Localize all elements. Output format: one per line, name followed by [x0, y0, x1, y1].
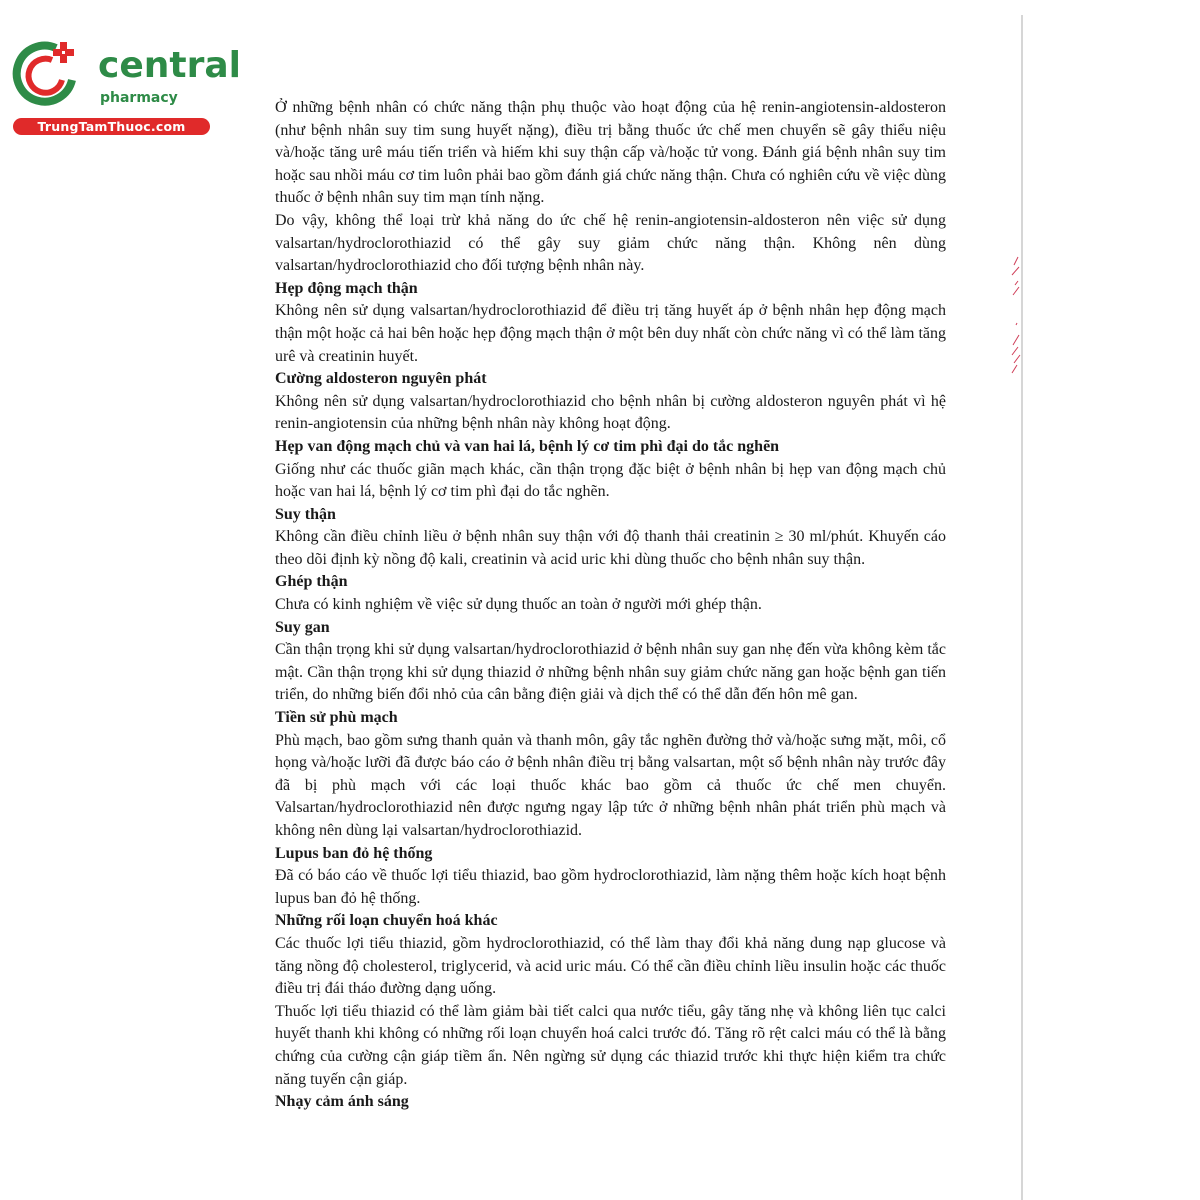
section-heading: Nhạy cảm ánh sáng [275, 1093, 409, 1111]
section-paragraph: Không nên sử dụng valsartan/hydroclorothiazid để điều trị tăng huyết áp ở bệnh nhân hẹp động mạch thận một hoặc cả hai bên hoặc hẹp động mạch thận ở một bên duy nhất còn chức năng vì có thể làm tăng urê và creatinin huyết. [275, 302, 946, 365]
section-paragraph: Không nên sử dụng valsartan/hydroclorothiazid cho bệnh nhân bị cường aldosteron nguyên phát vì hệ renin-angiotensin của những bệnh nhân này không hoạt động. [275, 392, 946, 433]
section-heading: Lupus ban đỏ hệ thống [275, 844, 433, 862]
section-heading: Hẹp động mạch thận [275, 279, 418, 297]
intro-paragraph: Ở những bệnh nhân có chức năng thận phụ thuộc vào hoạt động của hệ renin-angiotensin-aldosteron (như bệnh nhân suy tim sung huyết nặng), điều trị bằng thuốc ức chế men chuyển sẽ gây thiểu niệu và/hoặc tăng urê máu tiến triển và hiếm khi suy thận cấp và/hoặc tử vong. Đánh giá bệnh nhân suy tim hoặc sau nhồi máu cơ tim luôn phải bao gồm đánh giá chức năng thận. Chưa có nghiên cứu về việc dùng thuốc ở bệnh nhân suy tim mạn tính nặng. [275, 99, 946, 207]
section-heading: Cường aldosteron nguyên phát [275, 370, 487, 388]
section-paragraph: Giống như các thuốc giãn mạch khác, cần thận trọng đặc biệt ở bệnh nhân bị hẹp van động mạch chủ hoặc van hai lá, bệnh lý cơ tim phì đại do tắc nghẽn. [275, 460, 946, 501]
section-paragraph: Cần thận trọng khi sử dụng valsartan/hydroclorothiazid ở bệnh nhân suy gan nhẹ đến vừa không kèm tắc mật. Cần thận trọng khi sử dụng thiazid ở những bệnh nhân suy giảm chức năng gan hoặc bệnh gan tiến triển, do những biến đổi nhỏ của cân bằng điện giải và dịch thể có thể dẫn đến hôn mê gan. [275, 641, 946, 704]
pharmacy-cross-icon [12, 40, 80, 108]
logo-website-banner: TrungTamThuoc.com [13, 118, 210, 135]
logo-wordmark: central [98, 45, 241, 86]
section-heading: Những rối loạn chuyển hoá khác [275, 912, 498, 930]
section-heading: Hẹp van động mạch chủ và van hai lá, bệnh lý cơ tim phì đại do tắc nghẽn [275, 437, 780, 455]
document-body [275, 97, 946, 1114]
section-heading: Tiền sử phù mạch [275, 709, 398, 727]
section-heading: Ghép thận [275, 573, 348, 591]
section-paragraph: Các thuốc lợi tiểu thiazid, gồm hydroclorothiazid, có thể làm thay đổi khả năng dung nạp glucose và tăng nồng độ cholesterol, triglycerid, và acid uric máu. Có thể cần điều chỉnh liều insulin hoặc các thuốc điều trị đái tháo đường dạng uống. [275, 934, 946, 998]
section-heading: Suy gan [275, 618, 330, 636]
red-stamp-fragment-icon [1010, 255, 1024, 385]
page-edge-divider [1021, 15, 1023, 1200]
section-paragraph: Đã có báo cáo về thuốc lợi tiểu thiazid, bao gồm hydroclorothiazid, làm nặng thêm hoặc kích hoạt bệnh lupus ban đỏ hệ thống. [275, 867, 946, 907]
section-paragraph: Thuốc lợi tiểu thiazid có thể làm giảm bài tiết calci qua nước tiểu, gây tăng nhẹ và không liên tục calci huyết thanh khi không có những rối loạn chuyển hoá calci trước đó. Tăng rõ rệt calci máu có thể là bằng chứng của cường cận giáp tiềm ẩn. Nên ngừng sử dụng các thiazid trước khi thực hiện kiểm tra chức năng tuyến cận giáp. [275, 1002, 946, 1088]
logo-subtitle: pharmacy [100, 90, 178, 106]
section-paragraph: Không cần điều chỉnh liều ở bệnh nhân suy thận với độ thanh thải creatinin ≥ 30 ml/phút. Khuyến cáo theo dõi định kỳ nồng độ kali, creatinin và acid uric khi dùng thuốc cho bệnh nhân suy thận. [275, 528, 946, 568]
section-paragraph: Chưa có kinh nghiệm về việc sử dụng thuốc an toàn ở người mới ghép thận. [275, 596, 762, 614]
intro-paragraph: Do vậy, không thể loại trừ khả năng do ức chế hệ renin-angiotensin-aldosteron nên việc sử dụng valsartan/hydroclorothiazid có thể gây suy giảm chức năng thận. Không nên dùng valsartan/hydroclorothiazid cho đối tượng bệnh nhân này. [275, 211, 946, 275]
section-paragraph: Phù mạch, bao gồm sưng thanh quản và thanh môn, gây tắc nghẽn đường thở và/hoặc sưng mặt, môi, cổ họng và/hoặc lưỡi đã được báo cáo ở bệnh nhân điều trị bằng valsartan, một số bệnh nhân này trước đây đã bị phù mạch với các loại thuốc khác bao gồm cả thuốc ức chế men chuyển. Valsartan/hydroclorothiazid nên được ngưng ngay lập tức ở những bệnh nhân phát triển phù mạch và không nên dùng lại valsartan/hydroclorothiazid. [275, 731, 946, 839]
section-heading: Suy thận [275, 505, 336, 523]
central-pharmacy-logo [10, 38, 241, 138]
